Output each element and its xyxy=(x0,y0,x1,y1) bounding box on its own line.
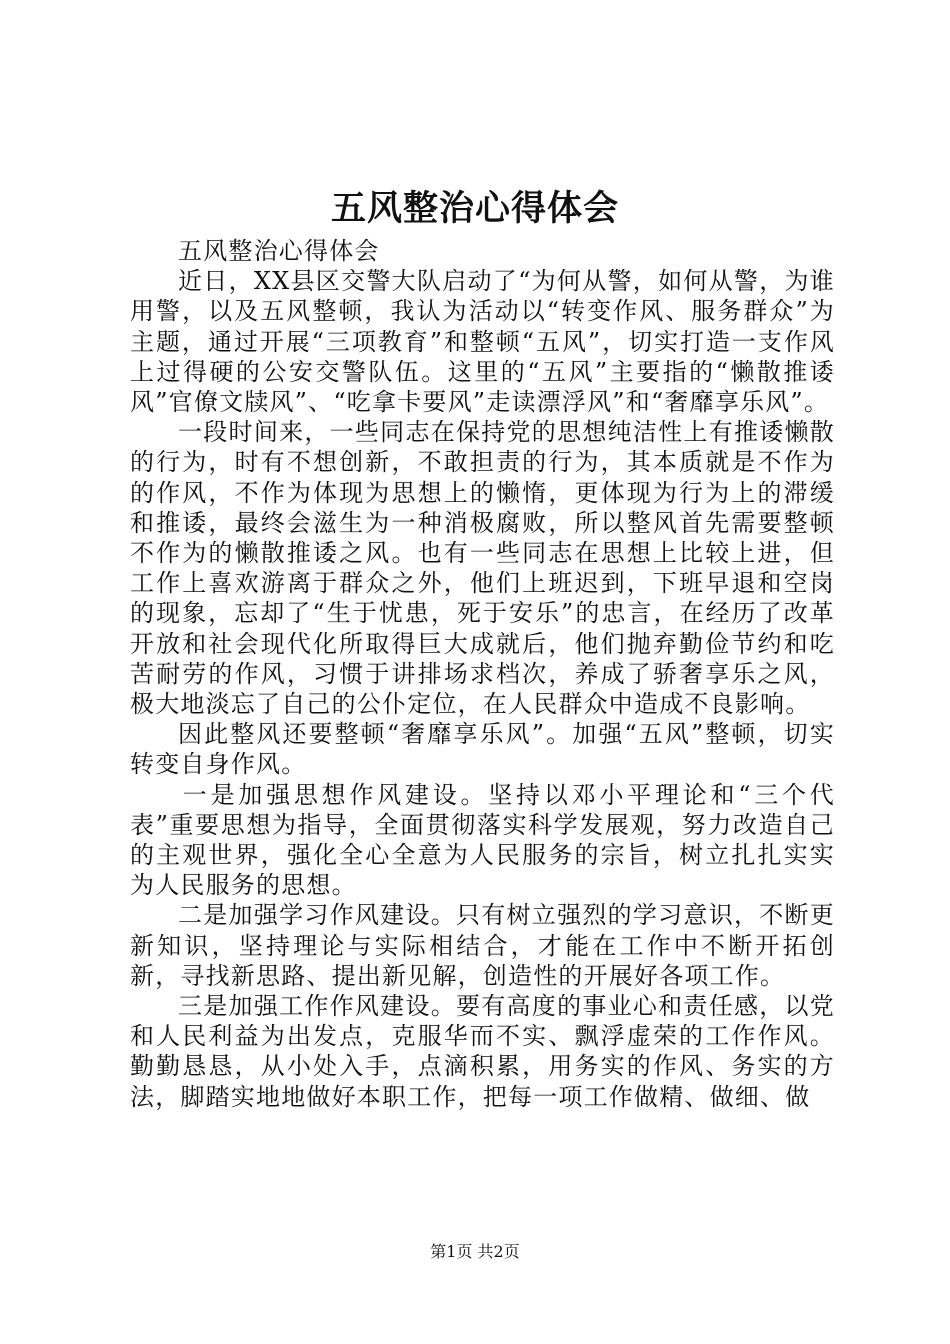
paragraph-point-three: 三是加强工作作风建设。要有高度的事业心和责任感，以党和人民利益为出发点，克服华而不实、飘浮虚荣的工作作风。勤勤恳恳，从小处入手，点滴积累，用务实的作风、务实的方法，脚踏实地地做好本职工作，把每一项工作做精、做细、做 xyxy=(130,992,835,1111)
paragraph-point-two: 二是加强学习作风建设。只有树立强烈的学习意识，不断更新知识，坚持理论与实际相结合，才能在工作中不断开拓创新，寻找新思路、提出新见解，创造性的开展好各项工作。 xyxy=(130,901,835,990)
paragraph-intro: 近日，XX县区交警大队启动了“为何从警，如何从警，为谁用警，以及五风整顿，我认为活动以“转变作风、服务群众”为主题，通过开展“三项教育”和整顿“五风”，切实打造一支作风上过得硬的公安交警队伍。这里的“五风”主要指的“懒散推诿风”官僚文牍风”、“吃拿卡要风”走读漂浮风”和“奢靡享乐风”。 xyxy=(130,267,835,417)
document-body xyxy=(130,236,835,1112)
paragraph-conclusion: 因此整风还要整顿“奢靡享乐风”。加强“五风”整顿，切实转变自身作风。 xyxy=(130,720,835,779)
paragraph-analysis: 一段时间来，一些同志在保持党的思想纯洁性上有推诿懒散的行为，时有不想创新，不敢担责的行为，其本质就是不作为的作风，不作为体现为思想上的懒惰，更体现为行为上的滞缓和推诿，最终会滋生为一种消极腐败，所以整风首先需要整顿不作为的懒散推诿之风。也有一些同志在思想上比较上进，但工作上喜欢游离于群众之外，他们上班迟到，下班早退和空岗的现象，忘却了“生于忧患，死于安乐”的忠言，在经历了改革开放和社会现代化所取得巨大成就后，他们抛弃勤俭节约和吃苦耐劳的作风，习惯于讲排场求档次，养成了骄奢享乐之风，极大地淡忘了自己的公仆定位，在人民群众中造成不良影响。 xyxy=(130,418,835,719)
document-title: 五风整治心得体会 xyxy=(330,188,619,229)
page-number-footer: 第1页 共2页 xyxy=(430,1242,520,1261)
paragraph-subtitle: 五风整治心得体会 xyxy=(178,237,380,265)
paragraph-point-one: 一是加强思想作风建设。坚持以邓小平理论和“三个代表”重要思想为指导，全面贯彻落实科学发展观，努力改造自己的主观世界，强化全心全意为人民服务的宗旨，树立扎扎实实为人民服务的思想。 xyxy=(130,780,835,900)
